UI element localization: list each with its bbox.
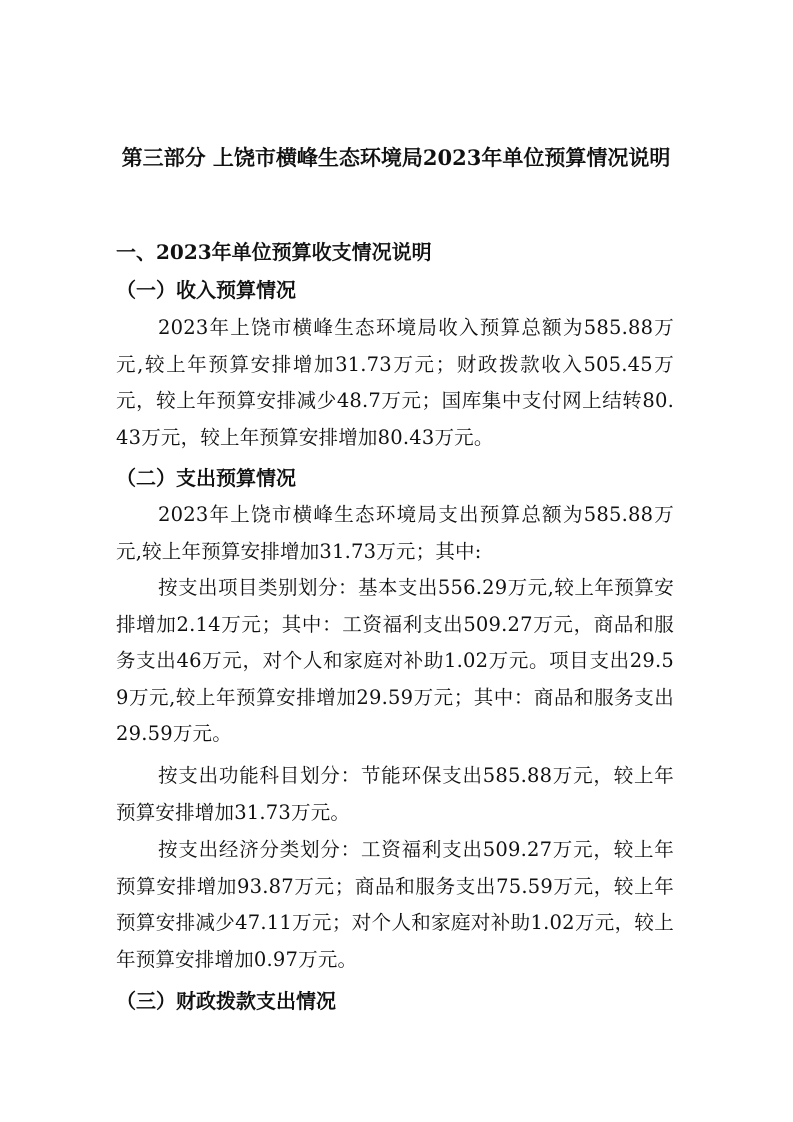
expenditure-intro-paragraph: 2023年上饶市横峰生态环境局支出预算总额为585.88万元,较上年预算安排增加31.73万元；其中: [116,503,674,563]
fiscal-expenditure-heading: （三）财政拨款支出情况 [116,989,336,1013]
expenditure-by-function-paragraph: 按支出功能科目划分：节能环保支出585.88万元，较上年预算安排增加31.73万元。 [116,764,674,824]
page-title: 第三部分 上饶市横峰生态环境局2023年单位预算情况说明 [121,145,671,170]
income-paragraph: 2023年上饶市横峰生态环境局收入预算总额为585.88万元,较上年预算安排增加31.73万元；财政拨款收入505.45万元，较上年预算安排减少48.7万元；国库集中支付网上结转80.43万元，较上年预算安排增加80.43万元。 [116,316,674,449]
expenditure-by-economic-paragraph: 按支出经济分类划分：工资福利支出509.27万元，较上年预算安排增加93.87万元；商品和服务支出75.59万元，较上年预算安排减少47.11万元；对个人和家庭对补助1.02万元，较上年预算安排增加0.97万元。 [116,838,674,971]
section-heading: 一、2023年单位预算收支情况说明 [116,240,432,264]
expenditure-heading: （二）支出预算情况 [116,466,296,490]
income-heading: （一）收入预算情况 [116,278,296,302]
expenditure-by-item-paragraph: 按支出项目类别划分：基本支出556.29万元,较上年预算安排增加2.14万元；其中：工资福利支出509.27万元，商品和服务支出46万元，对个人和家庭对补助1.02万元。项目支出29.59万元,较上年预算安排增加29.59万元；其中：商品和服务支出29.59万元。 [116,576,674,745]
